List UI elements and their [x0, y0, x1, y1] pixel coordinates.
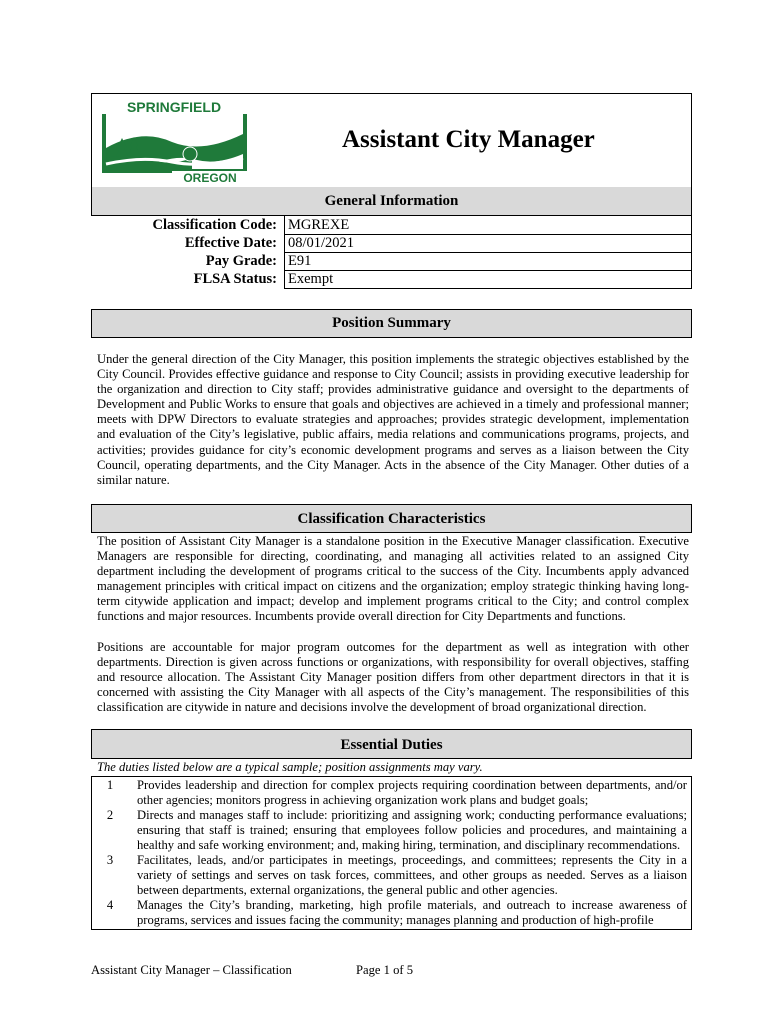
characteristics-paragraph-2: Positions are accountable for major program outcomes for the department as well as integration with other departments. Direction is given across functions or organizations, with responsibility for overall objectives, staffing and resource allocation. The Assistant City Manager position differs from other department directors in that it is concerned with assisting the City Manager with all aspects of the City’s management. The responsibilities of this classification are citywide in nature and decisions involve the development of broad organizational direction.: [97, 640, 689, 715]
classification-code-value: MGREXE: [288, 217, 350, 233]
footer-document-name: Assistant City Manager – Classification: [91, 963, 292, 977]
effective-date-value: 08/01/2021: [288, 235, 355, 251]
effective-date-label: Effective Date:: [184, 235, 277, 251]
general-info-divider: [284, 288, 692, 289]
position-summary-heading: Position Summary: [91, 309, 692, 338]
general-info-row: [91, 252, 692, 270]
flsa-status-label: FLSA Status:: [193, 271, 277, 287]
classification-characteristics-heading: Classification Characteristics: [91, 504, 692, 533]
general-information-heading: General Information: [91, 187, 692, 216]
duty-text: Provides leadership and direction for complex projects requiring coordination between departments, and/or other agencies; monitors progress in achieving organization work plans and budget goals;: [137, 778, 687, 808]
essential-duties-heading: Essential Duties: [91, 729, 692, 759]
flsa-status-value: Exempt: [288, 271, 334, 287]
duty-text: Directs and manages staff to include: prioritizing and assigning work; conducting performance evaluations; ensuring that staff is trained; ensuring that employees follow policies and procedures, and maintaining a healthy and safe working environment; and, making hiring, termination, and disciplinary recommendations.: [137, 808, 687, 853]
characteristics-paragraph-1: The position of Assistant City Manager is a standalone position in the Executive Manager classification. Executive Managers are responsible for directing, coordinating, and managing all activities related to an assigned City department including the development of programs critical to the success of the City. Incumbents apply advanced management principles with critical impact on citizens and the organization; employ strategic thinking having long-term citywide application and impact; develop and implement programs critical to the City; and control complex functions and major resources. Incumbents provide overall direction for City Departments and functions.: [97, 534, 689, 624]
duties-note: The duties listed below are a typical sample; position assignments may vary.: [97, 760, 483, 774]
logo-bottom-text: OREGON: [183, 171, 237, 183]
general-info-table: [91, 216, 692, 288]
position-summary-text: Under the general direction of the City Manager, this position implements the strategic objectives established by the City Council. Provides effective guidance and response to City Council; assists in providing executive leadership for the organization and direction to City staff; provides administrative guidance and oversight to the departments of Development and Public Works to ensure that goals and objectives are achieved in a timely and professional manner; meets with DPW Directors to evaluate strategies and approaches; provides strategic development, implementation and evaluation of the City’s legislative, public affairs, media relations and communications programs, projects, and activities; provides guidance for city’s economic development programs and serves as a liaison between the City Council, operating departments, and the City Manager. Acts in the absence of the City Manager. Other duties of a similar nature.: [97, 352, 689, 487]
pay-grade-label: Pay Grade:: [205, 253, 277, 269]
general-info-row: [91, 216, 692, 234]
logo-top-text: SPRINGFIELD: [126, 99, 222, 115]
general-info-row: [91, 234, 692, 252]
document-header: [91, 93, 692, 188]
duty-number: 3: [106, 853, 114, 867]
springfield-oregon-logo: [102, 98, 247, 183]
footer-page-number: Page 1 of 5: [356, 963, 414, 977]
duty-number: 4: [106, 898, 114, 912]
duty-number: 1: [106, 778, 114, 792]
page-title: Assistant City Manager: [342, 126, 595, 153]
pay-grade-value: E91: [288, 253, 312, 269]
duties-list: [91, 776, 692, 930]
duty-text: Facilitates, leads, and/or participates in meetings, proceedings, and committees; represents the City in a variety of settings and serves on task forces, committees, and other groups as needed. Serves as a liaison between departments, external organizations, the general public and other agencies.: [137, 853, 687, 898]
duty-separator: [92, 776, 691, 777]
general-info-row: [91, 270, 692, 288]
classification-code-label: Classification Code:: [152, 217, 277, 233]
duty-text: Manages the City’s branding, marketing, high profile materials, and outreach to increase awareness of programs, services and issues facing the community; manages planning and production of high-profile: [137, 898, 687, 928]
duty-number: 2: [106, 808, 114, 822]
